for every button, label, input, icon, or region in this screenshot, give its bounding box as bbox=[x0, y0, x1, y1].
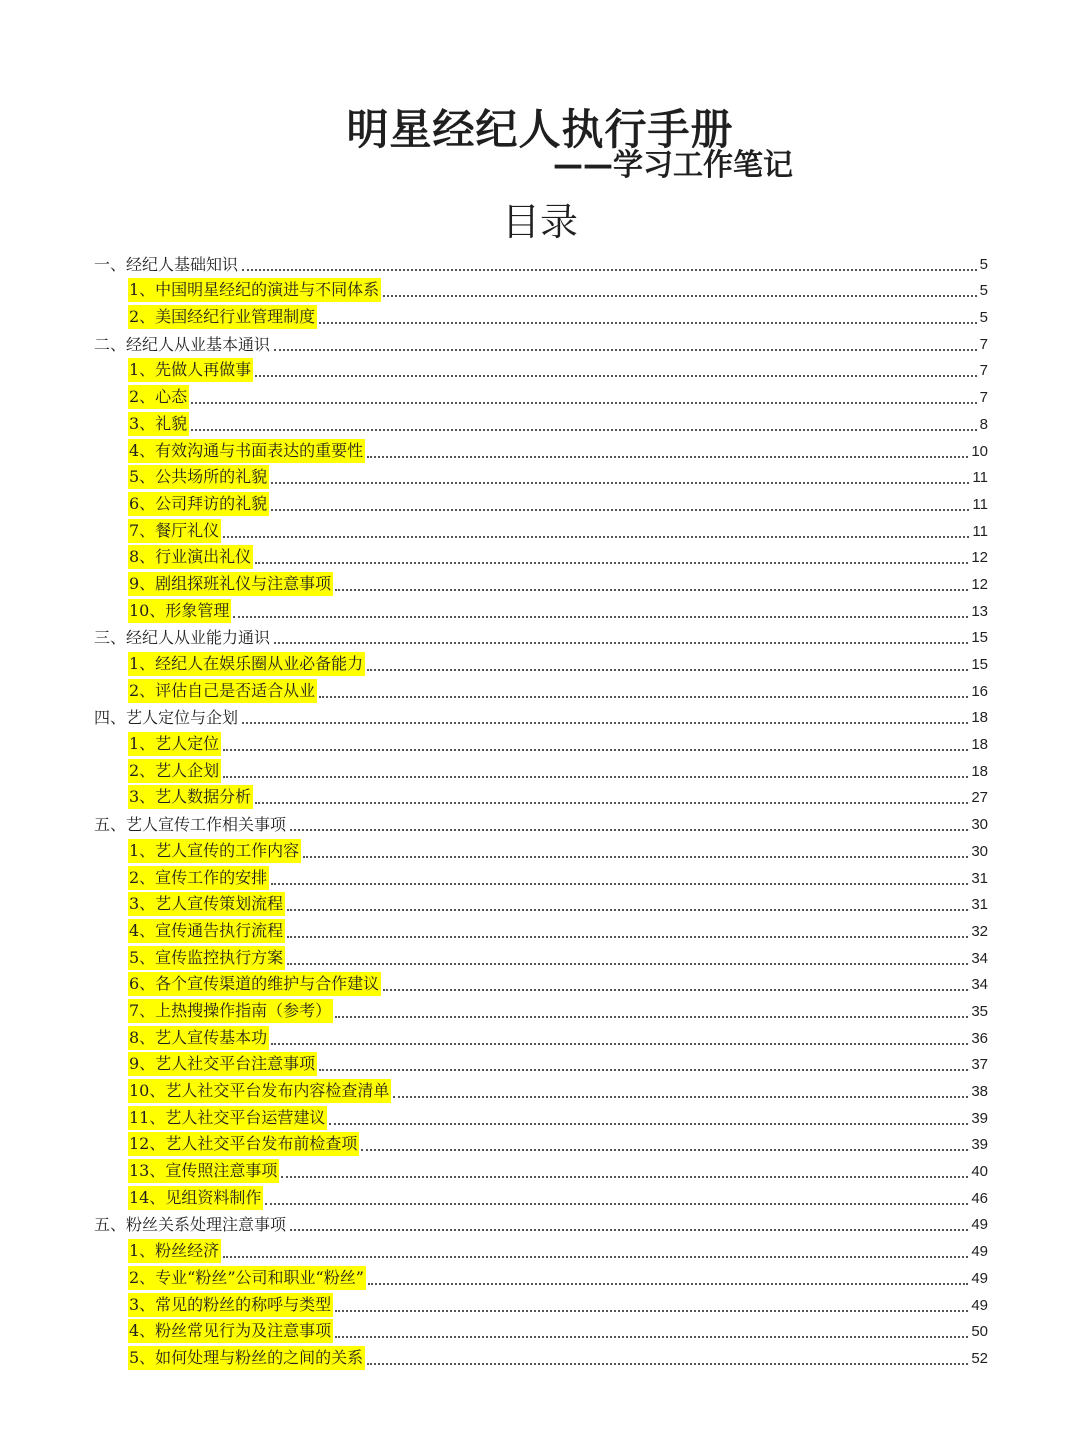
toc-dot-leader bbox=[335, 589, 968, 591]
toc-dot-leader bbox=[319, 1069, 968, 1071]
toc-subentry[interactable] bbox=[94, 543, 988, 570]
toc-entry-label: 1、艺人宣传的工作内容 bbox=[128, 839, 301, 863]
toc-entry-label: 三、经纪人从业能力通识 bbox=[94, 628, 271, 648]
toc-page-number: 30 bbox=[971, 816, 988, 834]
toc-entry-label: 6、公司拜访的礼貌 bbox=[128, 492, 269, 516]
toc-page-number: 34 bbox=[971, 976, 988, 994]
toc-entry-label: 2、宣传工作的安排 bbox=[128, 866, 269, 890]
toc-subentry[interactable] bbox=[94, 409, 988, 436]
toc-dot-leader bbox=[335, 1016, 968, 1018]
toc-subentry[interactable] bbox=[94, 676, 988, 703]
toc-entry-label: 8、行业演出礼仪 bbox=[128, 545, 253, 569]
toc-entry-label: 五、粉丝关系处理注意事项 bbox=[94, 1215, 287, 1235]
toc-page-number: 16 bbox=[971, 682, 988, 700]
toc-entry-label: 12、艺人社交平台发布前检查项 bbox=[128, 1132, 359, 1156]
document-subtitle: ——学习工作笔记 bbox=[553, 148, 793, 183]
toc-heading: 目录 bbox=[501, 200, 578, 244]
toc-subentry[interactable] bbox=[94, 996, 988, 1023]
toc-page-number: 46 bbox=[971, 1189, 988, 1207]
toc-entry-label: 5、宣传监控执行方案 bbox=[128, 946, 285, 970]
toc-page-number: 7 bbox=[979, 389, 988, 407]
toc-entry-label: 9、艺人社交平台注意事项 bbox=[128, 1052, 317, 1076]
toc-page-number: 49 bbox=[971, 1243, 988, 1261]
toc-subentry[interactable] bbox=[94, 436, 988, 463]
toc-subentry[interactable] bbox=[94, 356, 988, 383]
toc-page-number: 35 bbox=[971, 1002, 988, 1020]
toc-section-entry[interactable] bbox=[94, 249, 988, 276]
toc-page-number: 18 bbox=[971, 736, 988, 754]
toc-page-number: 18 bbox=[971, 709, 988, 727]
toc-page-number: 52 bbox=[971, 1349, 988, 1367]
toc-entry-label: 2、艺人企划 bbox=[128, 759, 221, 783]
toc-page-number: 49 bbox=[971, 1296, 988, 1314]
toc-page-number: 7 bbox=[979, 335, 988, 353]
toc-subentry[interactable] bbox=[94, 1343, 988, 1370]
toc-entry-label: 4、有效沟通与书面表达的重要性 bbox=[128, 439, 365, 463]
toc-page-number: 8 bbox=[979, 415, 988, 433]
toc-dot-leader bbox=[367, 1363, 968, 1365]
toc-dot-leader bbox=[191, 402, 976, 404]
toc-entry-label: 5、如何处理与粉丝的之间的关系 bbox=[128, 1346, 365, 1370]
toc-page-number: 34 bbox=[971, 949, 988, 967]
toc-page-number: 5 bbox=[979, 255, 988, 273]
toc-dot-leader bbox=[271, 883, 968, 885]
toc-dot-leader bbox=[335, 1310, 968, 1312]
toc-page-number: 31 bbox=[971, 896, 988, 914]
toc-entry-label: 1、中国明星经纪的演进与不同体系 bbox=[128, 278, 381, 302]
toc-dot-leader bbox=[319, 696, 968, 698]
toc-entry-label: 3、艺人数据分析 bbox=[128, 785, 253, 809]
toc-entry-label: 二、经纪人从业基本通识 bbox=[94, 334, 271, 354]
toc-entry-label: 8、艺人宣传基本功 bbox=[128, 1026, 269, 1050]
toc-page-number: 30 bbox=[971, 842, 988, 860]
toc-dot-leader bbox=[383, 989, 968, 991]
toc-entry-label: 7、上热搜操作指南（参考） bbox=[128, 999, 333, 1023]
document-title: 明星经纪人执行手册 bbox=[346, 105, 734, 155]
toc-page-number: 5 bbox=[979, 282, 988, 300]
toc-dot-leader bbox=[274, 349, 977, 351]
toc-entry-label: 5、公共场所的礼貌 bbox=[128, 465, 269, 489]
toc-subentry[interactable] bbox=[94, 729, 988, 756]
toc-entry-label: 3、常见的粉丝的称呼与类型 bbox=[128, 1293, 333, 1317]
toc-entry-label: 2、专业“粉丝”公司和职业“粉丝” bbox=[128, 1266, 366, 1290]
toc-dot-leader bbox=[287, 936, 968, 938]
toc-entry-label: 4、宣传通告执行流程 bbox=[128, 919, 285, 943]
toc-dot-leader bbox=[255, 375, 976, 377]
toc-subentry[interactable] bbox=[94, 569, 988, 596]
toc-section-entry[interactable] bbox=[94, 329, 988, 356]
toc-dot-leader bbox=[271, 482, 969, 484]
toc-subentry[interactable] bbox=[94, 836, 988, 863]
toc-section-entry[interactable] bbox=[94, 623, 988, 650]
toc-subentry[interactable] bbox=[94, 1023, 988, 1050]
toc-page-number: 7 bbox=[979, 362, 988, 380]
toc-page-number: 18 bbox=[971, 762, 988, 780]
toc-subentry[interactable] bbox=[94, 1236, 988, 1263]
toc-entry-label: 6、各个宣传渠道的维护与合作建议 bbox=[128, 972, 381, 996]
toc-dot-leader bbox=[271, 509, 969, 511]
toc-dot-leader bbox=[393, 1096, 968, 1098]
toc-page-number: 37 bbox=[971, 1056, 988, 1074]
toc-dot-leader bbox=[290, 1229, 968, 1231]
toc-dot-leader bbox=[361, 1149, 968, 1151]
toc-entry-label: 2、美国经纪行业管理制度 bbox=[128, 305, 317, 329]
toc-page-number: 49 bbox=[971, 1269, 988, 1287]
toc-dot-leader bbox=[223, 776, 968, 778]
toc-subentry[interactable] bbox=[94, 1317, 988, 1344]
toc-entry-label: 1、粉丝经济 bbox=[128, 1239, 221, 1263]
toc-entry-label: 一、经纪人基础知识 bbox=[94, 254, 239, 274]
toc-subentry[interactable] bbox=[94, 943, 988, 970]
toc-subentry[interactable] bbox=[94, 516, 988, 543]
toc-subentry[interactable] bbox=[94, 649, 988, 676]
toc-dot-leader bbox=[287, 909, 968, 911]
toc-dot-leader bbox=[319, 322, 976, 324]
toc-page-number: 10 bbox=[971, 442, 988, 460]
toc-entry-label: 13、宣传照注意事项 bbox=[128, 1159, 279, 1183]
toc-subentry[interactable] bbox=[94, 302, 988, 329]
toc-subentry[interactable] bbox=[94, 756, 988, 783]
toc-page-number: 27 bbox=[971, 789, 988, 807]
toc-subentry[interactable] bbox=[94, 463, 988, 490]
toc-entry-label: 1、艺人定位 bbox=[128, 732, 221, 756]
toc-dot-leader bbox=[233, 616, 968, 618]
toc-entry-label: 3、礼貌 bbox=[128, 412, 189, 436]
toc-page-number: 38 bbox=[971, 1083, 988, 1100]
toc-entry-label: 11、艺人社交平台运营建议 bbox=[128, 1106, 327, 1130]
toc-page-number: 12 bbox=[971, 549, 988, 567]
toc-dot-leader bbox=[191, 429, 976, 431]
toc-page-number: 15 bbox=[971, 656, 988, 673]
toc-subentry[interactable] bbox=[94, 1130, 988, 1157]
toc-dot-leader bbox=[335, 1336, 968, 1338]
toc-subentry[interactable] bbox=[94, 382, 988, 409]
toc-subentry[interactable] bbox=[94, 1263, 988, 1290]
toc-dot-leader bbox=[223, 749, 968, 751]
toc-entry-label: 1、经纪人在娱乐圈从业必备能力 bbox=[128, 652, 365, 676]
toc-page-number: 15 bbox=[971, 629, 988, 647]
toc-dot-leader bbox=[223, 1256, 968, 1258]
toc-page-number: 50 bbox=[971, 1323, 988, 1341]
toc-dot-leader bbox=[290, 829, 968, 831]
toc-entry-label: 10、艺人社交平台发布内容检查清单 bbox=[128, 1079, 391, 1103]
toc-section-entry[interactable] bbox=[94, 809, 988, 836]
toc-dot-leader bbox=[368, 1283, 968, 1285]
toc-entry-label: 9、剧组探班礼仪与注意事项 bbox=[128, 572, 333, 596]
toc-dot-leader bbox=[281, 1176, 968, 1178]
toc-dot-leader bbox=[242, 722, 968, 724]
toc-subentry[interactable] bbox=[94, 916, 988, 943]
toc-subentry[interactable] bbox=[94, 276, 988, 303]
toc-dot-leader bbox=[329, 1123, 968, 1125]
toc-dot-leader bbox=[223, 536, 969, 538]
toc-subentry[interactable] bbox=[94, 783, 988, 810]
toc-entry-label: 2、评估自己是否适合从业 bbox=[128, 679, 317, 703]
toc-dot-leader bbox=[265, 1203, 968, 1205]
toc-entry-label: 10、形象管理 bbox=[128, 599, 231, 623]
toc-dot-leader bbox=[303, 856, 968, 858]
toc-page-number: 32 bbox=[971, 922, 988, 940]
toc-page-number: 40 bbox=[971, 1163, 988, 1181]
toc-section-entry[interactable] bbox=[94, 1210, 988, 1237]
toc-page-number: 36 bbox=[971, 1029, 988, 1047]
toc-dot-leader bbox=[255, 802, 968, 804]
toc-page-number: 11 bbox=[972, 495, 988, 513]
toc-dot-leader bbox=[255, 562, 968, 564]
toc-subentry[interactable] bbox=[94, 489, 988, 516]
toc-subentry[interactable] bbox=[94, 596, 988, 623]
toc-dot-leader bbox=[367, 669, 968, 671]
toc-entry-label: 四、艺人定位与企划 bbox=[94, 708, 239, 728]
toc-entry-label: 2、心态 bbox=[128, 385, 189, 409]
toc-page-number: 11 bbox=[972, 469, 988, 487]
toc-entry-label: 4、粉丝常见行为及注意事项 bbox=[128, 1319, 333, 1343]
toc-page-number: 49 bbox=[971, 1216, 988, 1234]
toc-section-entry[interactable] bbox=[94, 703, 988, 730]
toc-page-number: 39 bbox=[971, 1136, 988, 1154]
toc-entry-label: 7、餐厅礼仪 bbox=[128, 519, 221, 543]
toc-subentry[interactable] bbox=[94, 1156, 988, 1183]
toc-dot-leader bbox=[242, 269, 977, 271]
toc-entry-label: 五、艺人宣传工作相关事项 bbox=[94, 815, 287, 835]
toc-subentry[interactable] bbox=[94, 1183, 988, 1210]
toc-page-number: 13 bbox=[971, 602, 988, 620]
toc-page-number: 5 bbox=[979, 309, 988, 327]
toc-subentry[interactable] bbox=[94, 863, 988, 890]
toc-subentry[interactable] bbox=[94, 970, 988, 997]
toc-dot-leader bbox=[274, 642, 968, 644]
toc-dot-leader bbox=[287, 963, 968, 965]
toc-subentry[interactable] bbox=[94, 1050, 988, 1077]
toc-entry-label: 1、先做人再做事 bbox=[128, 358, 253, 382]
toc-page-number: 39 bbox=[971, 1109, 988, 1127]
toc-page-number: 11 bbox=[972, 522, 988, 540]
toc-dot-leader bbox=[367, 456, 968, 458]
toc-entry-label: 3、艺人宣传策划流程 bbox=[128, 892, 285, 916]
toc-subentry[interactable] bbox=[94, 1290, 988, 1317]
toc-subentry[interactable] bbox=[94, 890, 988, 917]
toc-subentry[interactable] bbox=[94, 1076, 988, 1103]
toc-subentry[interactable] bbox=[94, 1103, 988, 1130]
toc-dot-leader bbox=[383, 295, 976, 297]
toc-page-number: 31 bbox=[971, 869, 988, 887]
toc-dot-leader bbox=[271, 1043, 968, 1045]
toc-page-number: 12 bbox=[971, 575, 988, 593]
table-of-contents bbox=[94, 249, 988, 1370]
toc-entry-label: 14、见组资料制作 bbox=[128, 1186, 263, 1210]
